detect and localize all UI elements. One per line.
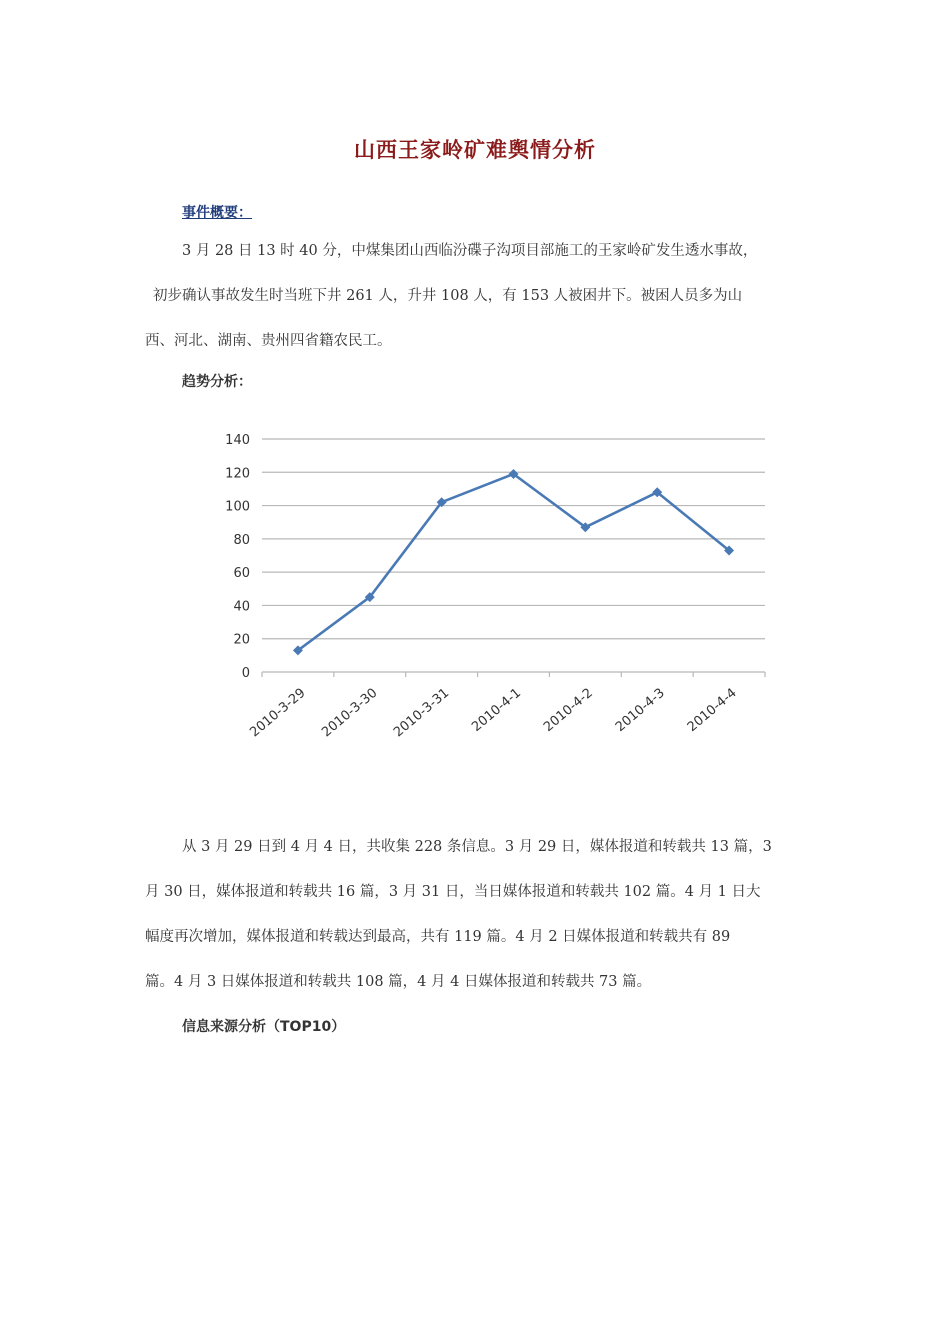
x-tick-label: 2010-4-2 (541, 685, 596, 735)
chart-points (293, 469, 734, 655)
x-tick-label: 2010-4-4 (684, 685, 740, 735)
analysis-line: 篇。4 月 3 日媒体报道和转载共 108 篇，4 月 4 日媒体报道和转载共 73 篇。 (145, 974, 652, 990)
y-tick-label: 120 (225, 466, 250, 482)
x-tick-label: 2010-3-30 (319, 685, 381, 741)
summary-line: 3 月 28 日 13 时 40 分，中煤集团山西临汾碟子沟项目部施工的王家岭矿发生透水事故， (182, 243, 758, 259)
y-tick-label: 100 (225, 499, 250, 515)
chart-y-ticks (225, 433, 250, 681)
y-tick-label: 140 (225, 433, 250, 448)
y-tick-label: 0 (241, 666, 250, 681)
x-tick-label: 2010-4-1 (469, 685, 525, 735)
y-tick-label: 60 (233, 566, 250, 582)
section-heading-trend: 趋势分析： (182, 374, 252, 390)
summary-paragraph (145, 229, 807, 364)
y-tick-label: 40 (233, 599, 250, 615)
series-line (298, 474, 729, 650)
chart-x-ticks (247, 686, 739, 741)
x-tick-label: 2010-3-31 (391, 685, 453, 741)
analysis-paragraph (145, 825, 807, 1005)
y-tick-label: 20 (233, 632, 250, 648)
section-heading-sources: 信息来源分析（TOP10） (182, 1019, 346, 1035)
x-tick-label: 2010-3-29 (247, 685, 309, 741)
section-heading-overview: 事件概要： (182, 205, 252, 221)
y-tick-label: 80 (233, 532, 250, 548)
chart-series-line (298, 474, 729, 650)
trend-line-chart (200, 420, 780, 780)
analysis-line: 月 30 日，媒体报道和转载共 16 篇，3 月 31 日，当日媒体报道和转载共 102 篇。4 月 1 日大 (145, 884, 761, 900)
page-title: 山西王家岭矿难舆情分析 (354, 137, 596, 162)
analysis-line: 幅度再次增加，媒体报道和转载达到最高，共有 119 篇。4 月 2 日媒体报道和转载共有 89 (145, 929, 731, 945)
summary-line: 西、河北、湖南、贵州四省籍农民工。 (145, 333, 392, 349)
x-tick-label: 2010-4-3 (612, 685, 668, 735)
summary-line: 初步确认事故发生时当班下井 261 人，升井 108 人，有 153 人被困井下。被困人员多为山 (153, 288, 743, 304)
analysis-line: 从 3 月 29 日到 4 月 4 日，共收集 228 条信息。3 月 29 日，媒体报道和转载共 13 篇，3 (182, 839, 772, 855)
